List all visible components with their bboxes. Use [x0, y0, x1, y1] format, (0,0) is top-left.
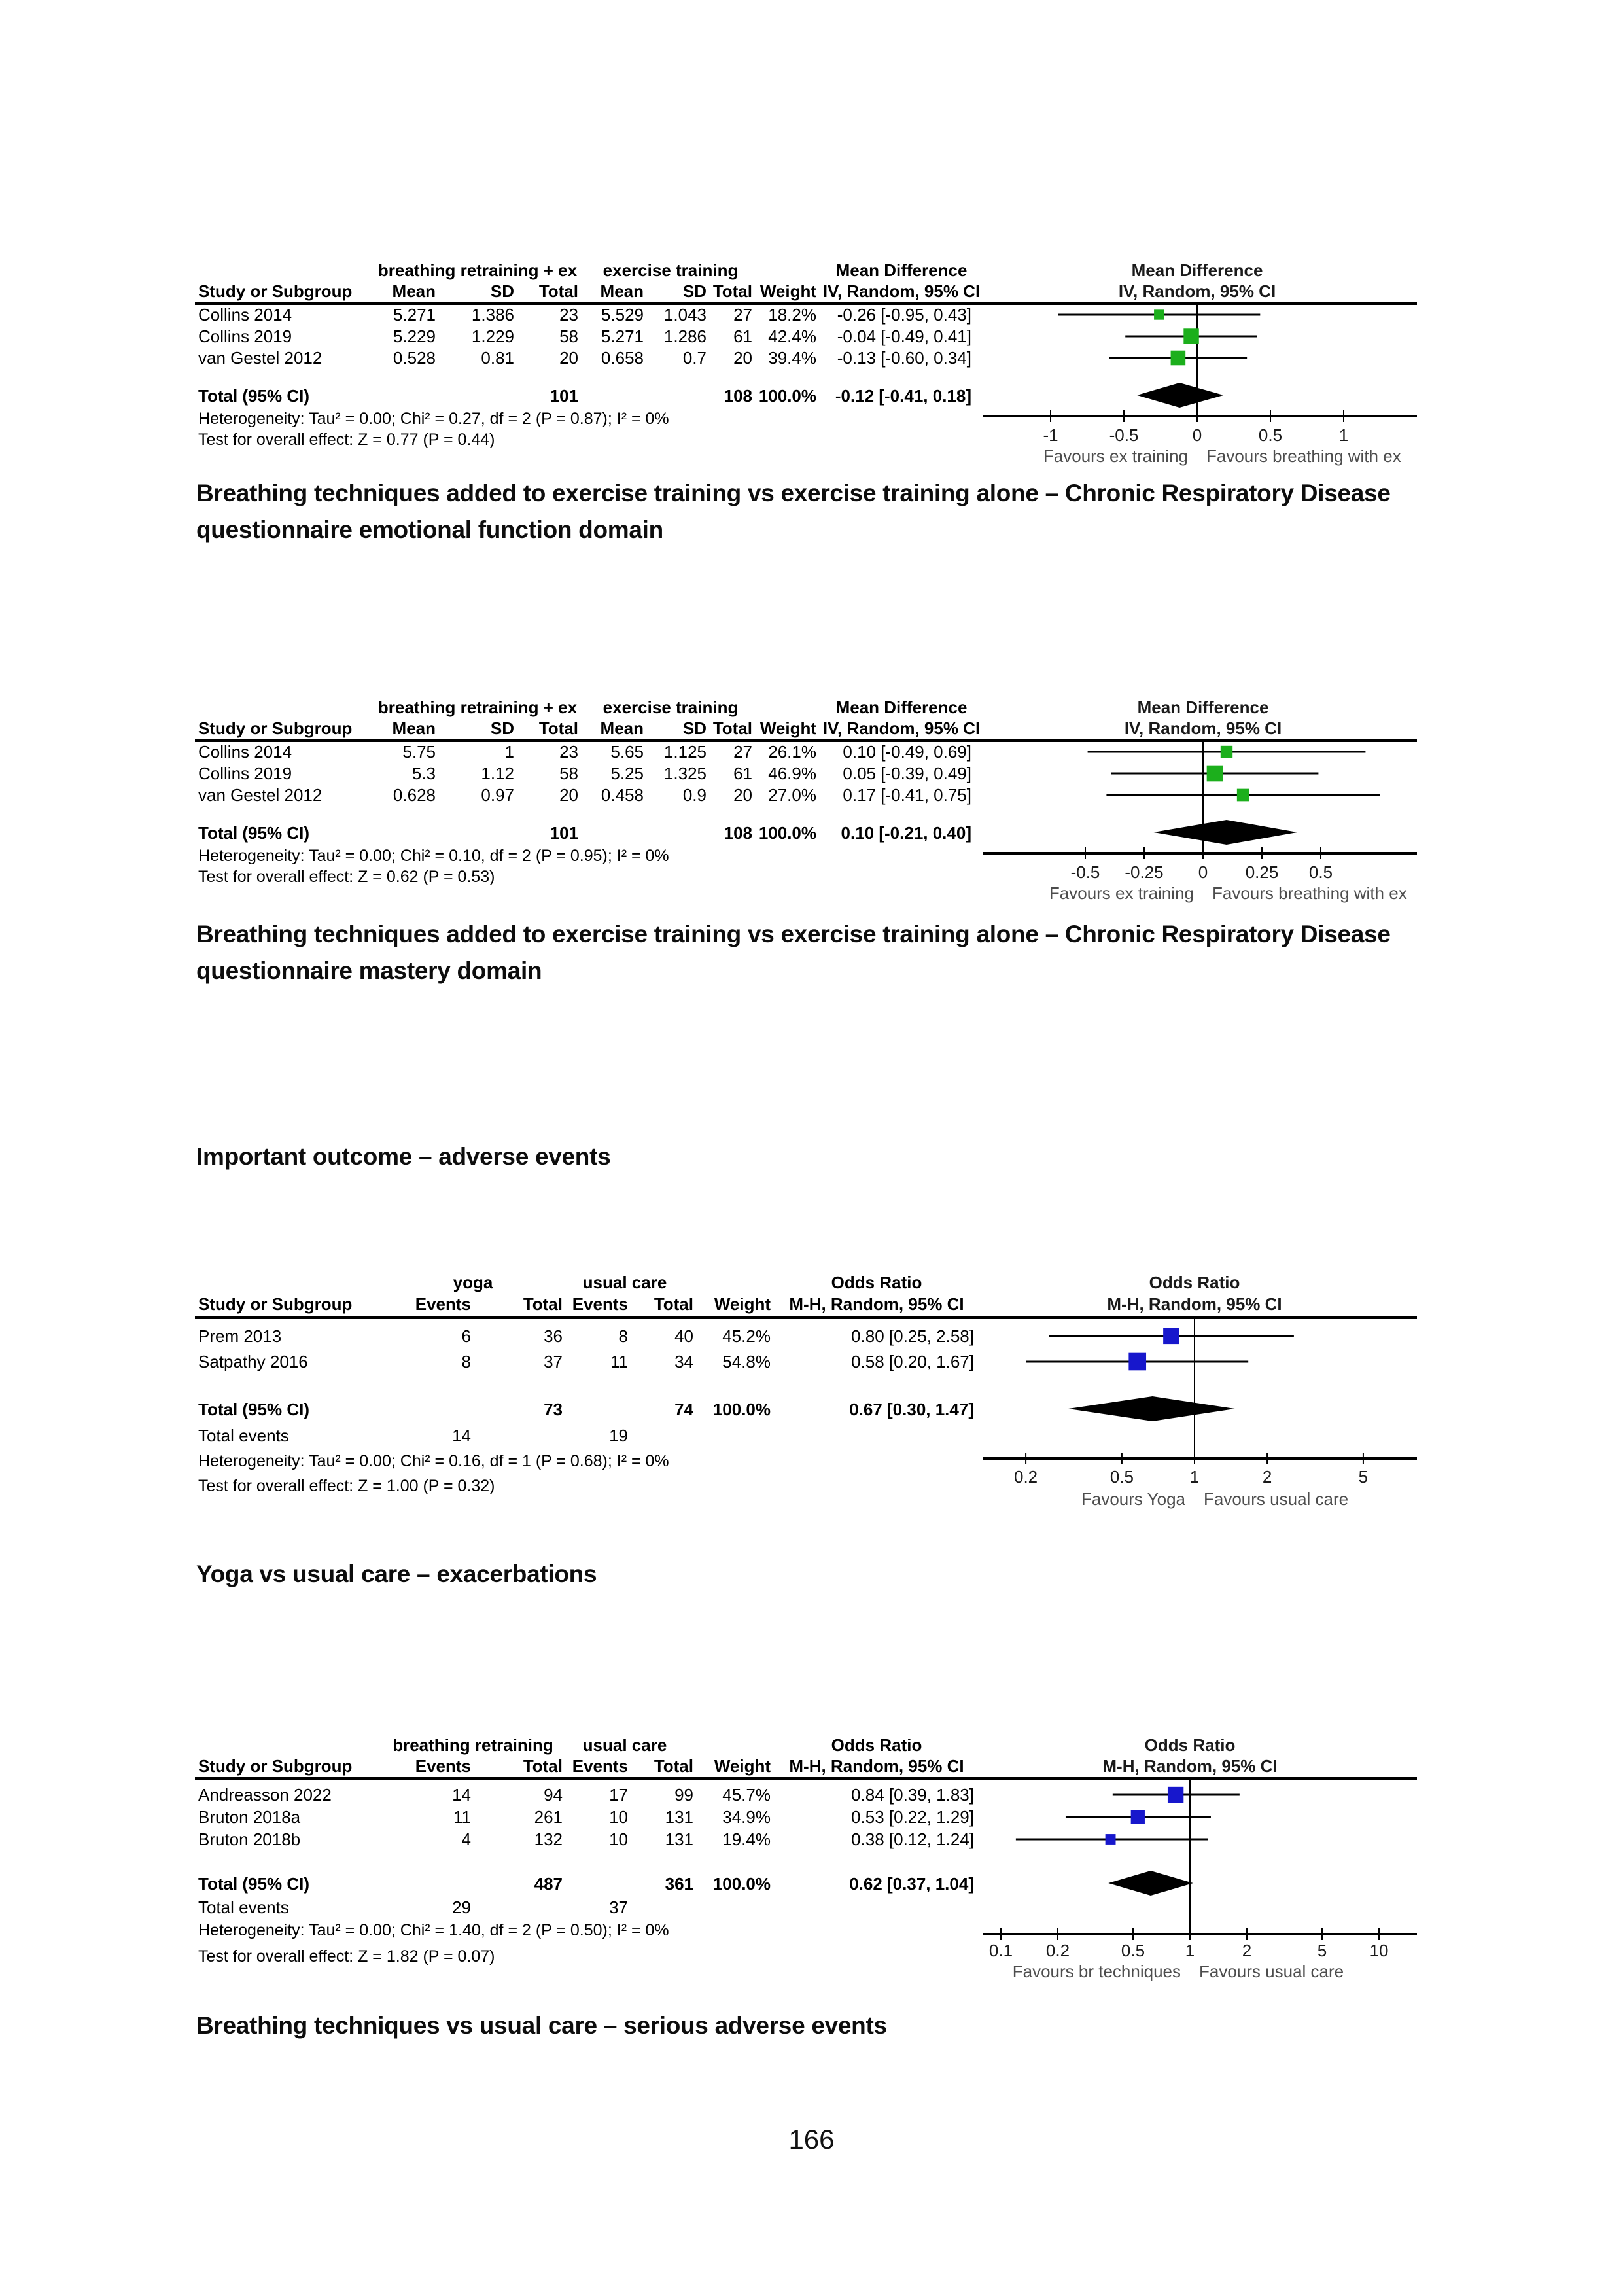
table-cell: 18.2%: [768, 305, 816, 325]
column-header: Mean: [392, 281, 436, 301]
study-label: Prem 2013: [198, 1326, 282, 1346]
total-events-label: Total events: [198, 1898, 289, 1917]
axis-tick-label: 1: [1189, 1467, 1200, 1487]
column-header: Total: [712, 718, 752, 738]
total-n1: 101: [550, 386, 578, 406]
ci-text: 0.05 [-0.39, 0.49]: [843, 764, 971, 783]
study-column-header: Study or Subgroup: [198, 718, 353, 738]
column-header: Weight: [759, 281, 816, 301]
total-events-2: 37: [609, 1898, 628, 1917]
table-cell: 0.9: [682, 785, 707, 805]
table-cell: 5.75: [402, 742, 436, 762]
table-cell: 1.386: [471, 305, 514, 325]
axis-tick-label: 1: [1338, 425, 1349, 445]
axis-tick-label: 0: [1198, 862, 1208, 882]
group2-header: exercise training: [602, 260, 739, 280]
column-header: Events: [572, 1756, 628, 1776]
axis-tick-label: 0.2: [1045, 1941, 1070, 1960]
pooled-diamond: [1068, 1396, 1235, 1421]
table-cell: 99: [674, 1785, 693, 1805]
figure-caption: Breathing techniques added to exercise training vs exercise training alone – Chronic Respiratory Disease questionnaire emotional function domain: [196, 480, 1391, 543]
effect-marker: [1106, 1834, 1116, 1845]
column-header: Mean: [392, 718, 436, 738]
table-cell: 4: [461, 1829, 471, 1849]
group2-header: usual care: [582, 1735, 667, 1755]
study-label: van Gestel 2012: [198, 785, 323, 805]
table-cell: 0.528: [393, 348, 436, 368]
total-events-1: 14: [452, 1426, 471, 1445]
table-cell: 20: [733, 785, 752, 805]
table-cell: 20: [559, 348, 578, 368]
table-cell: 1: [504, 742, 514, 762]
heterogeneity-note: Heterogeneity: Tau² = 0.00; Chi² = 0.27, df = 2 (P = 0.87); I² = 0%: [198, 410, 669, 428]
study-label: Andreasson 2022: [198, 1785, 332, 1805]
plot-method-header: M-H, Random, 95% CI: [1107, 1294, 1282, 1314]
axis-tick-label: -0.25: [1125, 862, 1164, 882]
section-heading: Important outcome – adverse events: [196, 1143, 611, 1170]
study-column-header: Study or Subgroup: [198, 1756, 353, 1776]
total-n2: 108: [724, 386, 752, 406]
table-cell: 0.97: [481, 785, 514, 805]
table-cell: 58: [559, 327, 578, 346]
table-cell: 45.2%: [722, 1326, 771, 1346]
study-label: Collins 2019: [198, 327, 292, 346]
table-cell: 131: [665, 1829, 693, 1849]
figure-caption: Breathing techniques added to exercise training vs exercise training alone – Chronic Respiratory Disease questionnaire mastery domain: [196, 921, 1391, 984]
table-cell: 11: [610, 1352, 628, 1371]
axis-tick-label: 0.5: [1121, 1941, 1145, 1960]
total-label: Total (95% CI): [198, 386, 309, 406]
forest-plot-svg: [190, 1735, 1433, 2005]
axis-tick-label: 0.1: [988, 1941, 1013, 1960]
table-cell: 6: [461, 1326, 471, 1346]
overall-effect-note: Test for overall effect: Z = 1.00 (P = 0.32): [198, 1477, 495, 1495]
axis-tick-label: 0.2: [1014, 1467, 1038, 1487]
column-header: Total: [654, 1756, 693, 1776]
plot-effect-header: Mean Difference: [1137, 698, 1269, 717]
column-header: SD: [682, 718, 707, 738]
total-label: Total (95% CI): [198, 1874, 309, 1894]
axis-tick-label: 2: [1242, 1941, 1252, 1960]
effect-header: Mean Difference: [835, 698, 968, 717]
table-cell: 14: [452, 1785, 471, 1805]
effect-method-header: IV, Random, 95% CI: [822, 281, 981, 301]
axis-tick-label: 10: [1369, 1941, 1389, 1960]
axis-tick-label: -0.5: [1109, 425, 1139, 445]
favours-right-label: Favours breathing with ex: [1212, 883, 1407, 903]
table-cell: 23: [559, 742, 578, 762]
group1-header: yoga: [453, 1273, 493, 1292]
group2-header: exercise training: [602, 698, 739, 717]
table-cell: 20: [559, 785, 578, 805]
total-events-label: Total events: [198, 1426, 289, 1445]
table-cell: 1.325: [663, 764, 707, 783]
effect-marker: [1207, 766, 1223, 782]
favours-left-label: Favours ex training: [1043, 446, 1188, 466]
effect-marker: [1163, 1328, 1179, 1344]
effect-method-header: IV, Random, 95% CI: [822, 718, 981, 738]
table-cell: 26.1%: [768, 742, 816, 762]
table-cell: 0.7: [682, 348, 707, 368]
table-cell: 42.4%: [768, 327, 816, 346]
total-n2: 108: [724, 823, 752, 843]
study-column-header: Study or Subgroup: [198, 281, 353, 301]
ci-text: 0.53 [0.22, 1.29]: [851, 1807, 974, 1827]
overall-effect-note: Test for overall effect: Z = 0.62 (P = 0.53): [198, 868, 495, 886]
total-ci-text: 0.62 [0.37, 1.04]: [849, 1874, 974, 1894]
total-ci-text: 0.67 [0.30, 1.47]: [849, 1400, 974, 1419]
column-header: Total: [523, 1294, 563, 1314]
ci-text: 0.10 [-0.49, 0.69]: [843, 742, 971, 762]
total-n2: 74: [674, 1400, 693, 1419]
total-label: Total (95% CI): [198, 1400, 309, 1419]
table-cell: 1.043: [663, 305, 707, 325]
effect-marker: [1183, 328, 1198, 344]
pooled-diamond: [1153, 820, 1297, 845]
favours-right-label: Favours usual care: [1204, 1489, 1349, 1509]
column-header: Total: [654, 1294, 693, 1314]
effect-header: Odds Ratio: [831, 1273, 922, 1292]
total-weight: 100.0%: [712, 1874, 771, 1894]
table-cell: 132: [534, 1829, 563, 1849]
total-weight: 100.0%: [758, 823, 816, 843]
favours-right-label: Favours usual care: [1199, 1962, 1344, 1981]
axis-tick-label: 0.25: [1245, 862, 1279, 882]
ci-text: -0.26 [-0.95, 0.43]: [837, 305, 971, 325]
group1-header: breathing retraining: [393, 1735, 553, 1755]
plot-effect-header: Odds Ratio: [1144, 1735, 1236, 1755]
column-header: Events: [415, 1756, 471, 1776]
plot-method-header: IV, Random, 95% CI: [1118, 281, 1276, 301]
table-cell: 11: [453, 1807, 471, 1827]
ci-text: -0.04 [-0.49, 0.41]: [837, 327, 971, 346]
table-cell: 0.628: [393, 785, 436, 805]
forest-plot-svg: [190, 1271, 1433, 1534]
effect-marker: [1237, 789, 1249, 802]
table-cell: 5.229: [393, 327, 436, 346]
table-cell: 27: [733, 742, 752, 762]
table-cell: 54.8%: [722, 1352, 771, 1371]
total-events-1: 29: [452, 1898, 471, 1917]
table-cell: 5.529: [601, 305, 644, 325]
favours-left-label: Favours Yoga: [1081, 1489, 1185, 1509]
table-cell: 8: [461, 1352, 471, 1371]
table-cell: 36: [544, 1326, 563, 1346]
total-n1: 101: [550, 823, 578, 843]
table-cell: 61: [733, 327, 752, 346]
column-header: Total: [712, 281, 752, 301]
study-label: Collins 2014: [198, 305, 292, 325]
effect-header: Mean Difference: [835, 260, 968, 280]
study-label: Collins 2014: [198, 742, 292, 762]
column-header: Mean: [600, 718, 644, 738]
favours-left-label: Favours br techniques: [1012, 1962, 1181, 1981]
axis-tick-label: 5: [1317, 1941, 1327, 1960]
table-cell: 94: [544, 1785, 563, 1805]
axis-tick-label: 1: [1185, 1941, 1195, 1960]
forest-plot-yoga-exacerbations: [190, 1271, 1433, 1534]
table-cell: 1.286: [663, 327, 707, 346]
table-cell: 39.4%: [768, 348, 816, 368]
column-header: Total: [538, 718, 578, 738]
forest-plot-crq-mastery: [190, 698, 1433, 910]
table-cell: 8: [618, 1326, 628, 1346]
pooled-diamond: [1108, 1871, 1193, 1896]
favours-left-label: Favours ex training: [1049, 883, 1194, 903]
total-n1: 487: [534, 1874, 563, 1894]
table-cell: 5.271: [393, 305, 436, 325]
table-cell: 5.3: [411, 764, 436, 783]
forest-plot-svg: [190, 698, 1433, 910]
column-header: Mean: [600, 281, 644, 301]
table-cell: 34.9%: [722, 1807, 771, 1827]
total-weight: 100.0%: [758, 386, 816, 406]
plot-effect-header: Odds Ratio: [1149, 1273, 1240, 1292]
axis-tick-label: 2: [1262, 1467, 1272, 1487]
table-cell: 17: [609, 1785, 628, 1805]
column-header: Total: [538, 281, 578, 301]
column-header: Events: [415, 1294, 471, 1314]
study-label: Bruton 2018a: [198, 1807, 301, 1827]
effect-header: Odds Ratio: [831, 1735, 922, 1755]
table-cell: 1.12: [481, 764, 514, 783]
column-header: Weight: [759, 718, 816, 738]
table-cell: 40: [674, 1326, 693, 1346]
study-label: Bruton 2018b: [198, 1829, 301, 1849]
study-label: van Gestel 2012: [198, 348, 323, 368]
study-column-header: Study or Subgroup: [198, 1294, 353, 1314]
table-cell: 19.4%: [722, 1829, 771, 1849]
total-ci-text: -0.12 [-0.41, 0.18]: [835, 386, 971, 406]
group1-header: breathing retraining + ex: [377, 260, 578, 280]
effect-marker: [1131, 1810, 1145, 1824]
ci-text: -0.13 [-0.60, 0.34]: [837, 348, 971, 368]
favours-right-label: Favours breathing with ex: [1206, 446, 1401, 466]
total-ci-text: 0.10 [-0.21, 0.40]: [841, 823, 971, 843]
axis-tick-label: 0.5: [1308, 862, 1333, 882]
total-weight: 100.0%: [712, 1400, 771, 1419]
column-header: SD: [490, 281, 514, 301]
effect-method-header: M-H, Random, 95% CI: [789, 1756, 964, 1776]
ci-text: 0.80 [0.25, 2.58]: [851, 1326, 974, 1346]
plot-effect-header: Mean Difference: [1131, 260, 1263, 280]
overall-effect-note: Test for overall effect: Z = 0.77 (P = 0.44): [198, 431, 495, 449]
column-header: Weight: [714, 1294, 771, 1314]
total-n1: 73: [544, 1400, 563, 1419]
table-cell: 23: [559, 305, 578, 325]
table-cell: 5.25: [610, 764, 644, 783]
table-cell: 5.65: [610, 742, 644, 762]
table-cell: 27: [733, 305, 752, 325]
heterogeneity-note: Heterogeneity: Tau² = 0.00; Chi² = 1.40, df = 2 (P = 0.50); I² = 0%: [198, 1921, 669, 1939]
table-cell: 1.229: [471, 327, 514, 346]
heterogeneity-note: Heterogeneity: Tau² = 0.00; Chi² = 0.10, df = 2 (P = 0.95); I² = 0%: [198, 847, 669, 865]
table-cell: 0.658: [601, 348, 644, 368]
table-cell: 61: [733, 764, 752, 783]
ci-text: 0.84 [0.39, 1.83]: [851, 1785, 974, 1805]
group1-header: breathing retraining + ex: [377, 698, 578, 717]
table-cell: 10: [609, 1807, 628, 1827]
effect-marker: [1128, 1353, 1146, 1371]
table-cell: 0.81: [481, 348, 514, 368]
column-header: Weight: [714, 1756, 771, 1776]
table-cell: 46.9%: [768, 764, 816, 783]
forest-plot-svg: [190, 260, 1433, 472]
ci-text: 0.58 [0.20, 1.67]: [851, 1352, 974, 1371]
total-n2: 361: [665, 1874, 693, 1894]
effect-method-header: M-H, Random, 95% CI: [789, 1294, 964, 1314]
table-cell: 45.7%: [722, 1785, 771, 1805]
column-header: SD: [490, 718, 514, 738]
table-cell: 58: [559, 764, 578, 783]
study-label: Collins 2019: [198, 764, 292, 783]
overall-effect-note: Test for overall effect: Z = 1.82 (P = 0.07): [198, 1947, 495, 1966]
column-header: Total: [523, 1756, 563, 1776]
pooled-diamond: [1137, 383, 1223, 408]
axis-tick-label: 0: [1192, 425, 1202, 445]
effect-marker: [1154, 309, 1164, 319]
heterogeneity-note: Heterogeneity: Tau² = 0.00; Chi² = 0.16, df = 1 (P = 0.68); I² = 0%: [198, 1452, 669, 1470]
table-cell: 1.125: [663, 742, 707, 762]
plot-method-header: IV, Random, 95% CI: [1124, 718, 1282, 738]
table-cell: 34: [674, 1352, 693, 1371]
table-cell: 5.271: [601, 327, 644, 346]
effect-marker: [1168, 1787, 1183, 1803]
table-cell: 37: [544, 1352, 563, 1371]
plot-method-header: M-H, Random, 95% CI: [1102, 1756, 1278, 1776]
effect-marker: [1171, 351, 1186, 366]
page-number: 166: [788, 2124, 835, 2155]
total-label: Total (95% CI): [198, 823, 309, 843]
figure-caption: Yoga vs usual care – exacerbations: [196, 1561, 597, 1587]
ci-text: 0.38 [0.12, 1.24]: [851, 1829, 974, 1849]
axis-tick-label: -1: [1043, 425, 1058, 445]
axis-tick-label: 5: [1358, 1467, 1369, 1487]
table-cell: 0.458: [601, 785, 644, 805]
table-cell: 131: [665, 1807, 693, 1827]
figure-caption: Breathing techniques vs usual care – serious adverse events: [196, 2012, 887, 2039]
total-events-2: 19: [609, 1426, 628, 1445]
column-header: Events: [572, 1294, 628, 1314]
effect-marker: [1221, 746, 1232, 758]
forest-plot-crq-emotional: [190, 260, 1433, 472]
group2-header: usual care: [582, 1273, 667, 1292]
table-cell: 10: [609, 1829, 628, 1849]
axis-tick-label: 0.5: [1109, 1467, 1134, 1487]
ci-text: 0.17 [-0.41, 0.75]: [843, 785, 971, 805]
study-label: Satpathy 2016: [198, 1352, 308, 1371]
column-header: SD: [682, 281, 707, 301]
table-cell: 27.0%: [768, 785, 816, 805]
table-cell: 261: [534, 1807, 563, 1827]
axis-tick-label: -0.5: [1070, 862, 1100, 882]
axis-tick-label: 0.5: [1258, 425, 1283, 445]
forest-plot-breathing-sae: [190, 1735, 1433, 2005]
table-cell: 20: [733, 348, 752, 368]
